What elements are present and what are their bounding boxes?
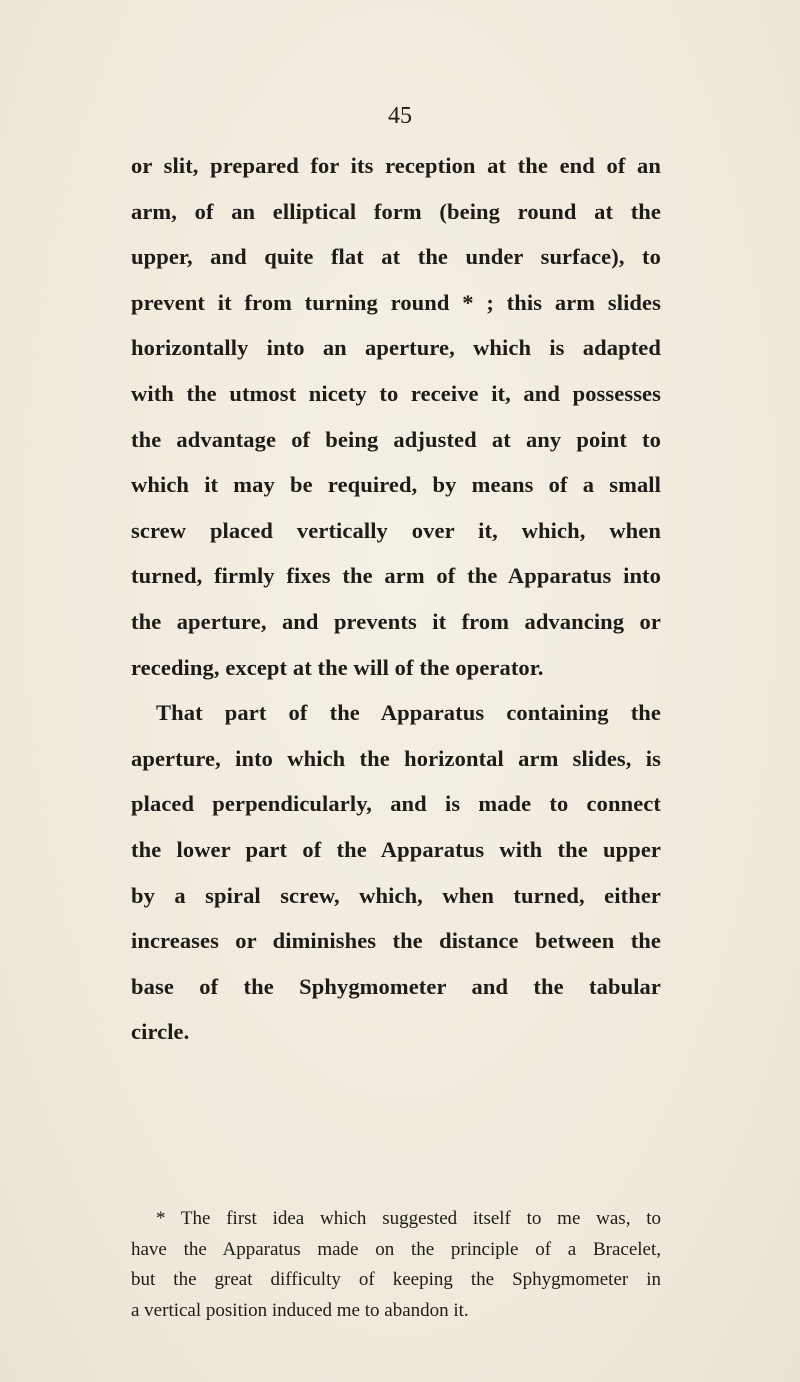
footnote-line: have the Apparatus made on the principle of a Bracelet, (131, 1238, 661, 1260)
body-line: which it may be required, by means of a small (131, 472, 661, 498)
body-line: by a spiral screw, which, when turned, either (131, 882, 661, 908)
body-line: circle. (131, 1019, 190, 1045)
body-line: screw placed vertically over it, which, when (131, 517, 661, 543)
footnote-line: * The first idea which suggested itself to me was, to (156, 1208, 661, 1229)
body-line: the lower part of the Apparatus with the upper (131, 836, 661, 862)
body-line: with the utmost nicety to receive it, and possesses (131, 380, 661, 406)
body-line: horizontally into an aperture, which is adapted (131, 335, 661, 361)
body-line: the aperture, and prevents it from advancing or (131, 608, 661, 634)
footnote-line: but the great difficulty of keeping the Sphygmometer in (131, 1269, 661, 1290)
body-line: arm, of an elliptical form (being round at the (131, 198, 661, 224)
footnote (131, 1204, 661, 1326)
body-line: increases or diminishes the distance between the (131, 928, 661, 954)
body-text (131, 143, 661, 1055)
body-line: or slit, prepared for its reception at the end of an (131, 153, 661, 178)
body-line: prevent it from turning round * ; this arm slides (131, 289, 661, 315)
body-line: turned, firmly fixes the arm of the Apparatus into (131, 563, 661, 589)
body-line: placed perpendicularly, and is made to connect (131, 791, 661, 817)
body-line: aperture, into which the horizontal arm slides, is (131, 745, 661, 771)
body-line: the advantage of being adjusted at any point to (131, 426, 661, 452)
body-line: base of the Sphygmometer and the tabular (131, 973, 661, 999)
body-line: That part of the Apparatus containing the (156, 700, 661, 726)
body-line: receding, except at the will of the operator. (131, 654, 544, 680)
footnote-line: a vertical position induced me to abandon it. (131, 1299, 469, 1321)
body-line: upper, and quite flat at the under surface), to (131, 244, 661, 270)
page-number: 45 (388, 103, 412, 129)
